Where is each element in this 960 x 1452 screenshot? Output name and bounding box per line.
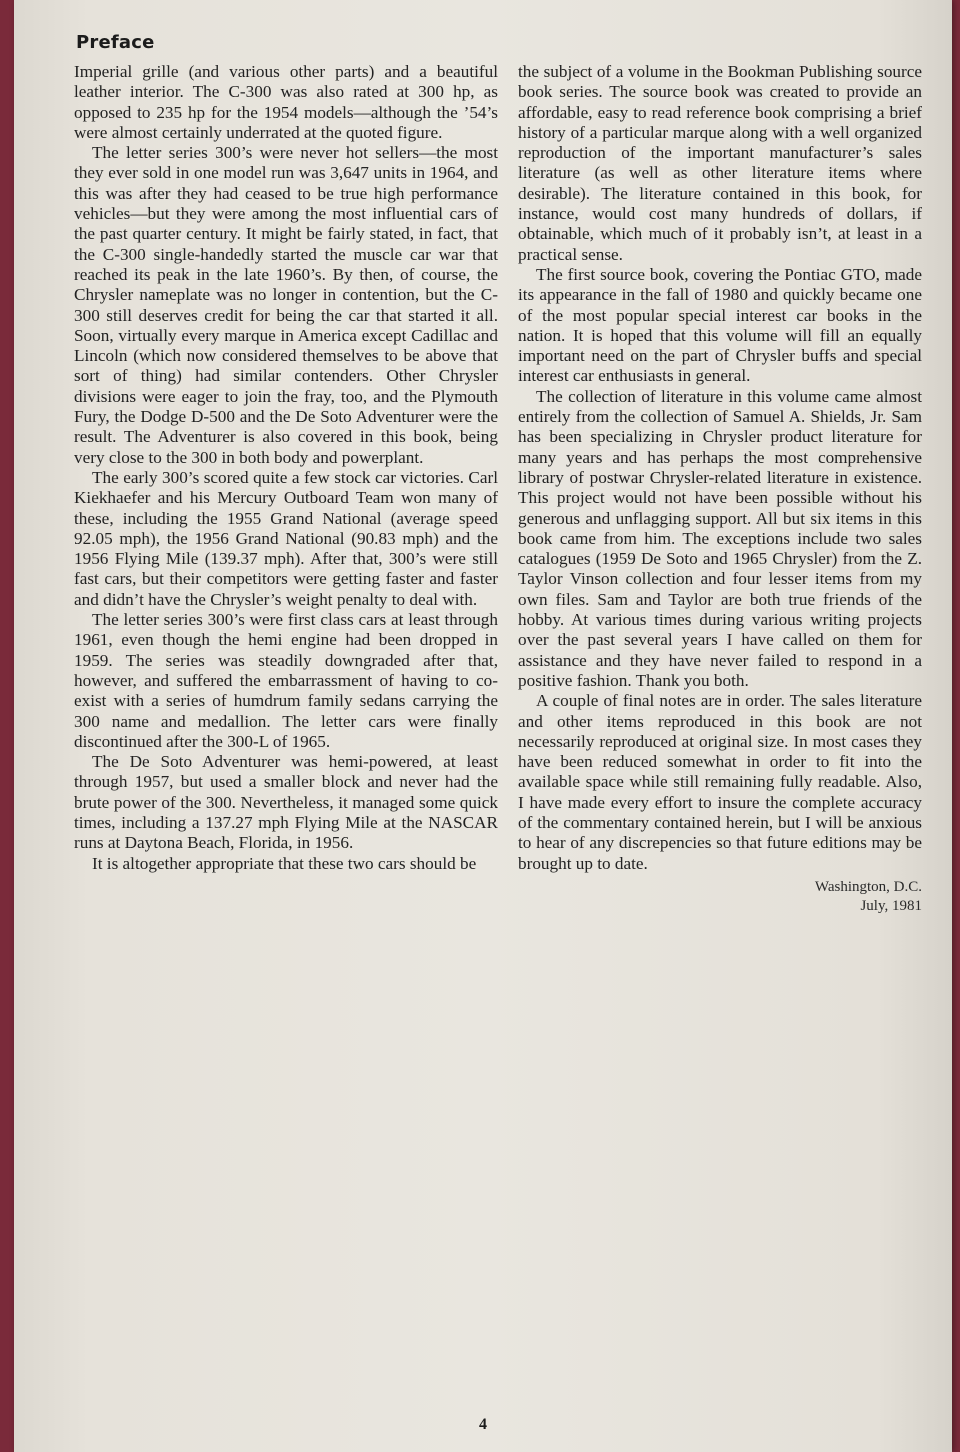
left-text-column xyxy=(74,62,498,874)
signoff-date: July, 1981 xyxy=(860,897,922,914)
book-page xyxy=(14,0,952,1452)
paragraph: The early 300’s scored quite a few stock car victories. Carl Kiekhaefer and his Mercury Outboard Team won many of these, including the 1955 Grand National (average speed 92.05 mph), the 1956 Grand National (90.83 mph) and the 1956 Flying Mile (139.37 mph). After that, 300’s were still fast cars, but their competitors were getting faster and faster and didn’t have the Chrysler’s weight penalty to deal with. xyxy=(74,467,498,609)
page-number: 4 xyxy=(479,1416,487,1433)
paragraph: The first source book, covering the Pontiac GTO, made its appearance in the fall of 1980 and quickly became one of the most popular special interest car books in the nation. It is hoped that this volume will fill an equally important need on the part of Chrysler buffs and special interest car enthusiasts in general. xyxy=(518,264,922,386)
signoff-place: Washington, D.C. xyxy=(814,878,922,895)
paragraph: It is altogether appropriate that these two cars should be xyxy=(92,853,477,873)
paragraph: The De Soto Adventurer was hemi-powered, at least through 1957, but used a smaller block and never had the brute power of the 300. Nevertheless, it managed some quick times, including a 137.27 mph Flying Mile at the NASCAR runs at Daytona Beach, Florida, in 1956. xyxy=(74,752,498,853)
section-title: Preface xyxy=(76,32,155,53)
paragraph: Imperial grille (and various other parts) and a beautiful leather interior. The C-300 was also rated at 300 hp, as opposed to 235 hp for the 1954 models—although the ’54’s were almost certainly underrated at the quoted figure. xyxy=(74,62,498,142)
paragraph: The letter series 300’s were never hot sellers—the most they ever sold in one model run was 3,647 units in 1964, and this was after they had ceased to be true high performance vehicles—but they were among the most influential cars of the past quarter century. It might be fairly stated, in fact, that the C-300 single-handedly started the muscle car war that reached its peak in the late 1960’s. By then, of course, the Chrysler nameplate was no longer in contention, but the C-300 still deserves credit for being the car that started it all. Soon, virtually every marque in America except Cadillac and Lincoln (which now considered themselves to be above that sort of thing) had similar contenders. Other Chrysler divisions were eager to join the fray, too, and the Plymouth Fury, the Dodge D-500 and the De Soto Adventurer were the result. The Adventurer is also covered in this book, being very close to the 300 in both body and powerplant. xyxy=(74,143,498,467)
paragraph: the subject of a volume in the Bookman Publishing source book series. The source book was created to provide an affordable, easy to read reference book comprising a brief history of a particular marque along with a well organized reproduction of the important manufacturer’s sales literature (as well as other literature items where desirable). The literature contained in this book, for instance, would cost many hundreds of dollars, if obtainable, which much of it probably isn’t, at least in a practical sense. xyxy=(518,62,922,264)
paragraph: The letter series 300’s were first class cars at least through 1961, even though the hemi engine had been dropped in 1959. The series was steadily downgraded after that, however, and suffered the embarrassment of having to co-exist with a series of humdrum family sedans carrying the 300 name and medallion. The letter cars were finally discontinued after the 300-L of 1965. xyxy=(74,610,498,751)
signoff xyxy=(518,878,922,916)
paragraph: The collection of literature in this volume came almost entirely from the collection of Samuel A. Shields, Jr. Sam has been specializing in Chrysler product literature for many years and has perhaps the most comprehensive library of postwar Chrysler-related literature in existence. This project would not have been possible without his generous and unflagging support. All but six items in this book came from him. The exceptions include two sales catalogues (1959 De Soto and 1965 Chrysler) from the Z. Taylor Vinson collection and four lesser items from my own files. Sam and Taylor are both true friends of the hobby. At various times during various writing projects over the past several years I have called on them for assistance and they have never failed to respond in a positive fashion. Thank you both. xyxy=(518,386,922,690)
paragraph: A couple of final notes are in order. The sales literature and other items reproduced in this book are not necessarily reproduced at original size. In most cases they have been reduced somewhat in order to fit into the available space while still remaining fully readable. Also, I have made every effort to insure the complete accuracy of the commentary contained herein, but I will be anxious to hear of any discrepencies so that future editions may be brought up to date. xyxy=(518,691,922,873)
right-text-column xyxy=(518,62,922,916)
